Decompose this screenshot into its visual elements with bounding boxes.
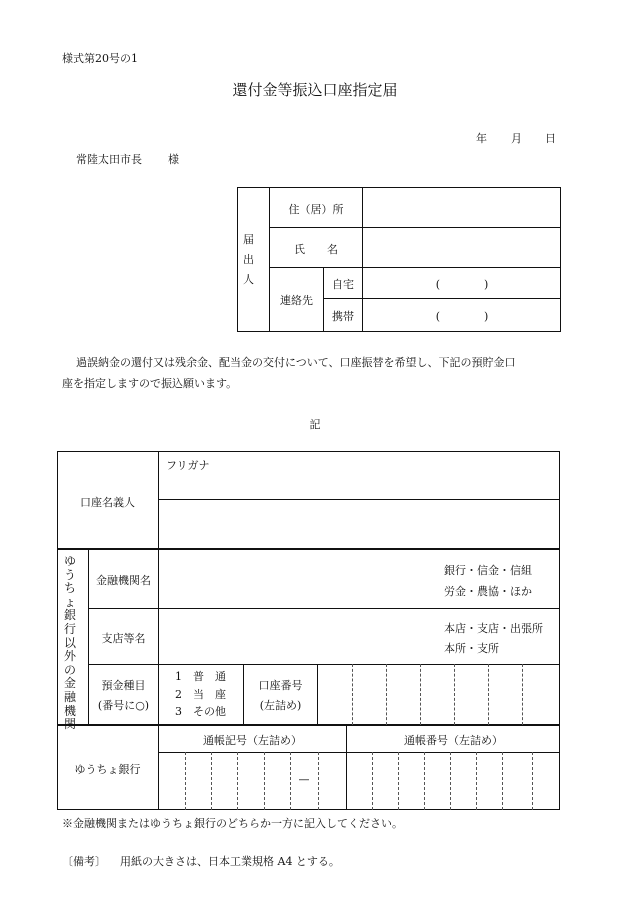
body-text-line-2: 座を指定しますので振込願います。 (62, 377, 238, 390)
passbook-hyphen: — (298, 773, 310, 786)
bank-types-line-1: 銀行・信金・信組 (444, 564, 532, 577)
bank-types-line-2: 労金・農協・ほか (444, 585, 532, 598)
date-year-label: 年 (476, 132, 487, 145)
applicant-vertical-label: 届 出 人 (243, 233, 254, 286)
account-number-hint: (左詰め) (259, 699, 302, 712)
contact-label: 連絡先 (280, 294, 313, 307)
ki-heading: 記 (309, 418, 321, 431)
other-bank-vertical-label: ゆうちょ銀行以外の金融機関 (64, 554, 77, 732)
home-phone-label: 自宅 (332, 278, 354, 291)
branch-types-line-1: 本店・支店・出張所 (444, 622, 543, 635)
deposit-option-ordinary[interactable]: 1 普 通 (175, 670, 226, 683)
mobile-phone-label: 携帯 (332, 310, 354, 323)
deposit-option-current[interactable]: 2 当 座 (175, 687, 226, 701)
addressee-name: 常陸太田市長 (76, 153, 142, 166)
date-month-label: 月 (511, 132, 522, 145)
branch-name-label: 支店等名 (101, 632, 146, 645)
address-field[interactable] (364, 190, 558, 225)
addressee-honorific: 様 (168, 153, 179, 166)
form-number: 様式第20号の1 (62, 52, 138, 65)
account-holder-field[interactable] (160, 501, 558, 546)
date-day-label: 日 (545, 132, 556, 145)
passbook-symbol-label: 通帳記号（左詰め） (203, 734, 302, 747)
account-holder-label: 口座名義人 (80, 496, 135, 509)
passbook-number-field[interactable] (348, 754, 558, 808)
mobile-phone-field[interactable]: ( ) (435, 310, 489, 323)
name-field[interactable] (364, 230, 558, 265)
deposit-option-other[interactable]: 3 その他 (175, 705, 226, 718)
account-number-label: 口座番号 (258, 679, 303, 692)
address-label: 住（居）所 (288, 203, 344, 216)
bank-name-field[interactable] (160, 551, 440, 606)
body-text-line-1: 過誤納金の還付又は残余金、配当金の交付について、口座振替を希望し、下記の預貯金口 (76, 356, 516, 369)
bank-name-label: 金融機関名 (96, 574, 151, 587)
furigana-field[interactable] (160, 474, 558, 498)
remarks-label: 〔備考〕 (62, 855, 106, 868)
name-label: 氏 名 (294, 243, 338, 256)
account-number-field[interactable] (319, 666, 558, 723)
yucho-bank-label: ゆうちょ銀行 (74, 763, 141, 776)
deposit-type-hint: (番号に○) (97, 699, 150, 712)
branch-name-field[interactable] (160, 611, 440, 662)
furigana-label: フリガナ (166, 459, 210, 472)
home-phone-field[interactable]: ( ) (435, 278, 489, 291)
deposit-type-options[interactable] (175, 668, 226, 721)
deposit-type-label: 預金種目 (101, 679, 146, 692)
note-text: ※金融機関またはゆうちょ銀行のどちらか一方に記入してください。 (62, 817, 403, 830)
page-title: 還付金等振込口座指定届 (232, 81, 398, 99)
branch-types-line-2: 本所・支所 (444, 642, 499, 655)
remarks-text: 用紙の大きさは、日本工業規格 A4 とする。 (120, 855, 340, 868)
passbook-number-label: 通帳番号（左詰め） (404, 734, 503, 747)
